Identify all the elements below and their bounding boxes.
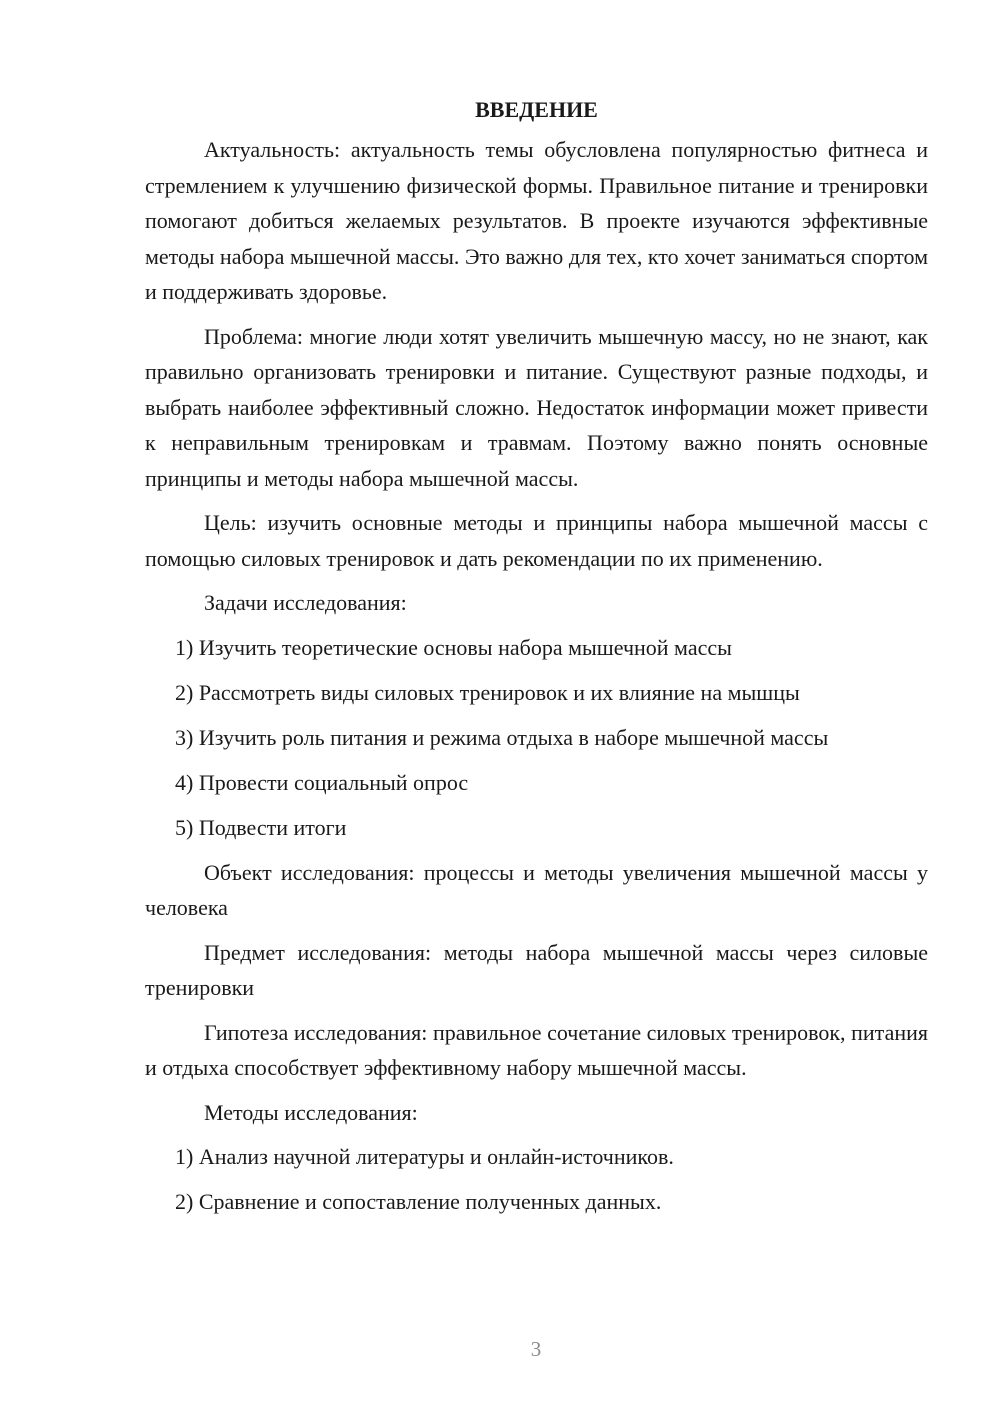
paragraph-hypothesis: Гипотеза исследования: правильное сочетание силовых тренировок, питания и отдыха способствует эффективному набору мышечной массы. [145, 1019, 928, 1080]
paragraph-relevance: Актуальность: актуальность темы обусловлена популярностью фитнеса и стремлением к улучшению физической формы. Правильное питание и тренировки помогают добиться желаемых результатов. В проекте изучаются эффективные методы набора мышечной массы. Это важно для тех, кто хочет заниматься спортом и поддерживать здоровье. [145, 137, 928, 304]
list-item: 2) Сравнение и сопоставление полученных данных. [175, 1189, 662, 1214]
list-item: 1) Анализ научной литературы и онлайн-источников. [175, 1144, 674, 1169]
methods-list [145, 1139, 928, 1220]
tasks-list [145, 630, 928, 846]
list-item: 3) Изучить роль питания и режима отдыха в наборе мышечной массы [175, 724, 829, 750]
paragraph-problem: Проблема: многие люди хотят увеличить мышечную массу, но не знают, как правильно организовать тренировки и питание. Существуют разные подходы, и выбрать наиболее эффективный сложно. Недостаток информации может привести к неправильным тренировкам и травмам. Поэтому важно понять основные принципы и методы набора мышечной массы. [145, 323, 928, 491]
list-item: 1) Изучить теоретические основы набора мышечной массы [175, 634, 732, 660]
tasks-heading: Задачи исследования: [204, 590, 407, 615]
methods-heading: Методы исследования: [204, 1099, 418, 1125]
list-item: 5) Подвести итоги [175, 814, 347, 840]
page-number: 3 [530, 1337, 542, 1361]
paragraph-goal: Цель: изучить основные методы и принципы набора мышечной массы с помощью силовых тренировок и дать рекомендации по их применению. [145, 510, 928, 571]
document-page [145, 92, 928, 1229]
paragraph-subject: Предмет исследования: методы набора мышечной массы через силовые тренировки [145, 939, 928, 1000]
paragraph-object: Объект исследования: процессы и методы увеличения мышечной массы у человека [145, 859, 928, 920]
section-title: ВВЕДЕНИЕ [475, 97, 598, 122]
list-item: 2) Рассмотреть виды силовых тренировок и их влияние на мышцы [175, 679, 800, 705]
list-item: 4) Провести социальный опрос [175, 769, 469, 795]
